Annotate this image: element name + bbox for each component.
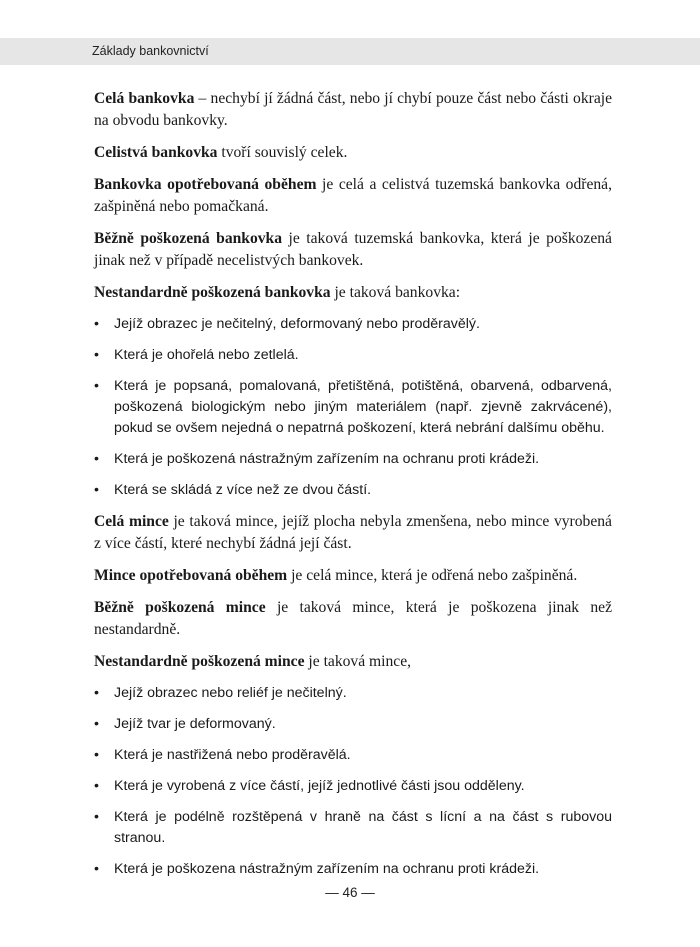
bullet-icon: • (94, 778, 99, 794)
list-item (94, 807, 612, 849)
running-header (0, 38, 700, 65)
list-item-text: Která je nastřižená nebo proděravělá. (114, 747, 351, 763)
definition-paragraph (94, 282, 612, 304)
list-item-text: Která je poškozena nástražným zařízením na ochranu proti krádeži. (114, 861, 540, 877)
bullet-icon: • (94, 482, 99, 498)
definition-term: Celistvá bankovka (94, 144, 218, 161)
bullet-icon: • (94, 809, 99, 825)
bullet-icon: • (94, 347, 99, 363)
definition-paragraph (94, 565, 612, 587)
definition-text: je celá mince, která je odřená nebo zašpiněná. (287, 567, 578, 584)
list-item-text: Která je podélně rozštěpená v hraně na část s lícní a na část s rubovou stranou. (114, 809, 612, 846)
definition-paragraph (94, 174, 612, 218)
definition-term: Celá mince (94, 513, 169, 530)
list-item-text: Která je vyrobená z více částí, jejíž jednotlivé části jsou odděleny. (114, 778, 525, 794)
list-item (94, 480, 612, 501)
list-item (94, 745, 612, 766)
list-item (94, 859, 612, 880)
definition-paragraph (94, 597, 612, 641)
definition-text: je celá a celistvá tuzemská bankovka odřená, zašpiněná nebo pomačkaná. (94, 176, 612, 215)
list-item (94, 449, 612, 470)
definition-term: Celá bankovka (94, 90, 195, 107)
list-item (94, 345, 612, 366)
definition-paragraph (94, 142, 612, 164)
list-item (94, 314, 612, 335)
definition-paragraph (94, 88, 612, 132)
definition-paragraph (94, 651, 612, 673)
list-item (94, 683, 612, 704)
header-title: Základy bankovnictví (92, 44, 209, 58)
list-item (94, 376, 612, 439)
list-item-text: Jejíž obrazec je nečitelný, deformovaný nebo proděravělý. (114, 316, 480, 332)
definition-text: je taková tuzemská bankovka, která je poškozená jinak než v případě necelistvých bankovek. (94, 230, 612, 269)
definition-paragraph (94, 228, 612, 272)
page-content (94, 88, 612, 890)
list-item-text: Jejíž obrazec nebo reliéf je nečitelný. (114, 685, 347, 701)
coin-damage-list (94, 683, 612, 880)
definition-paragraph (94, 511, 612, 555)
definition-term: Běžně poškozená bankovka (94, 230, 283, 247)
definition-term: Nestandardně poškozená mince (94, 653, 305, 670)
bullet-icon: • (94, 451, 99, 467)
list-item-text: Která je poškozená nástražným zařízením na ochranu proti krádeži. (114, 451, 540, 467)
list-item (94, 776, 612, 797)
list-item-text: Jejíž tvar je deformovaný. (114, 716, 276, 732)
bullet-icon: • (94, 378, 99, 394)
bullet-icon: • (94, 747, 99, 763)
definition-term: Bankovka opotřebovaná oběhem (94, 176, 317, 193)
definition-term: Nestandardně poškozená bankovka (94, 284, 331, 301)
bullet-icon: • (94, 685, 99, 701)
list-item-text: Která je popsaná, pomalovaná, přetištěná, potištěná, obarvená, odbarvená, poškozená biologickým nebo jiným materiálem (např. zjevně zakrvácené), pokud se ovšem nejedná o nepatrná poškození, která nebrání dalšímu oběhu. (114, 378, 612, 436)
bullet-icon: • (94, 861, 99, 877)
banknote-damage-list (94, 314, 612, 501)
definition-text: – nechybí jí žádná část, nebo jí chybí pouze část nebo části okraje na obvodu bankovky. (94, 90, 612, 129)
definition-term: Mince opotřebovaná oběhem (94, 567, 288, 584)
list-item-text: Která je ohořelá nebo zetlelá. (114, 347, 299, 363)
definition-text: je taková mince, která je poškozena jinak než nestandardně. (94, 599, 612, 638)
definition-text: tvoří souvislý celek. (217, 144, 348, 161)
bullet-icon: • (94, 316, 99, 332)
list-item (94, 714, 612, 735)
definition-term: Běžně poškozená mince (94, 599, 266, 616)
list-item-text: Která se skládá z více než ze dvou částí. (114, 482, 372, 498)
definition-text: je taková bankovka: (330, 284, 461, 301)
definition-text: je taková mince, (304, 653, 412, 670)
bullet-icon: • (94, 716, 99, 732)
definition-text: je taková mince, jejíž plocha nebyla zmenšena, nebo mince vyrobená z více částí, které nechybí žádná její část. (94, 513, 612, 552)
page-number: — 46 — (325, 885, 375, 900)
